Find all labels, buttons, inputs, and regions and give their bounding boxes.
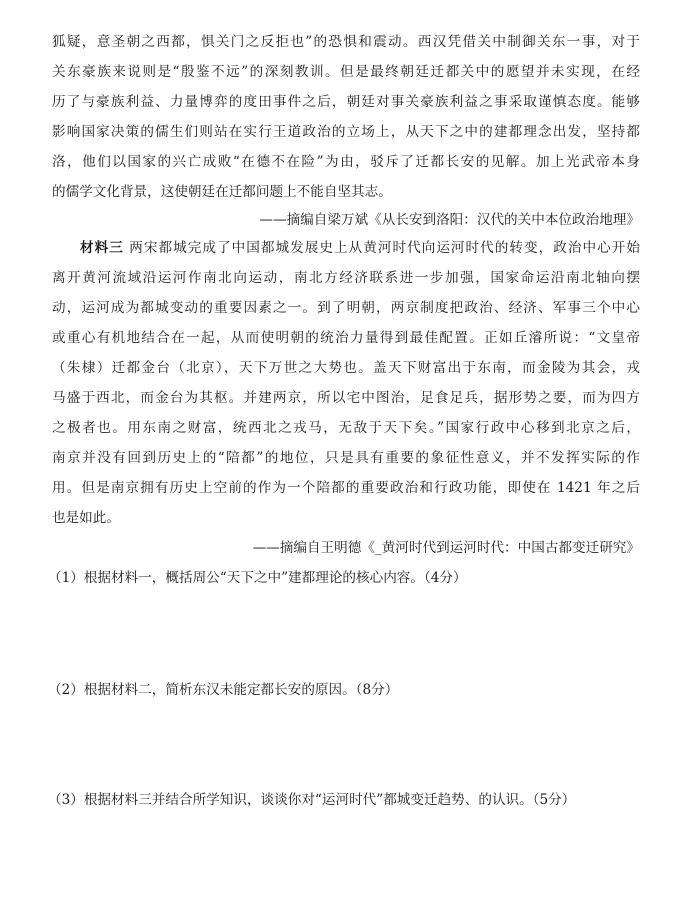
passage-line: 也是如此。 bbox=[52, 510, 120, 526]
question-1: （1）根据材料一，概括周公“天下之中”建都理论的核心内容。（4分） bbox=[48, 570, 467, 586]
passage-line: 关东豪族来说则是“殷鉴不远”的深刻教训。但是最终朝廷迁都关中的愿望并未实现，在经 bbox=[52, 64, 640, 80]
passage-line: 影响国家决策的儒生们则站在实行王道政治的立场上，从天下之中的建都理念出发，坚持都 bbox=[52, 124, 640, 140]
passage-line: 之极者也。用东南之财富，统西北之戎马，无敌于天下矣。”国家行政中心移到北京之后， bbox=[52, 420, 640, 436]
passage-line: 历了与豪族利益、力量博弈的度田事件之后，朝廷对事关豪族利益之事采取谨慎态度。能够 bbox=[52, 94, 640, 110]
citation-source: ——摘编自王明德《_黄河时代到运河时代：中国古都变迁研究》 bbox=[252, 540, 640, 556]
material-label: 材料三 bbox=[80, 240, 124, 256]
passage-line: 狐疑，意圣朝之西都，惧关门之反拒也”的恐惧和震动。西汉凭借关中制御关东一事，对于 bbox=[52, 34, 640, 50]
passage-line: 或重心有机地结合在一起，从而使明朝的统治力量得到最佳配置。正如丘濬所说：“文皇帝 bbox=[52, 330, 640, 346]
passage-line: 的儒学文化背景，这使朝廷在迁都问题上不能自坚其志。 bbox=[52, 184, 392, 200]
passage-line: 马盛于西北，而金台为其枢。并建两京，所以宅中图治，足食足兵，据形势之要，而为四方 bbox=[52, 390, 640, 406]
answer-area-1 bbox=[48, 592, 644, 652]
passage-text: 两宋都城完成了中国都城发展史上从黄河时代向运河时代的转变，政治中心开始 bbox=[129, 240, 641, 256]
passage-line: （朱棣）迁都金台（北京），天下万世之大势也。盖天下财富出于东南，而金陵为其会，戎 bbox=[52, 360, 640, 376]
passage-line: 南京并没有回到历史上的“陪都”的地位，只是具有重要的象征性意义，并不发挥实际的作 bbox=[52, 450, 640, 466]
answer-area-2 bbox=[48, 704, 644, 774]
citation-source: ——摘编自梁万斌《从长安到洛阳：汉代的关中本位政治地理》 bbox=[259, 212, 640, 228]
passage-line: 动，运河成为都城变动的重要因素之一。到了明朝，两京制度把政治、经济、军事三个中心 bbox=[52, 300, 640, 316]
passage-first-line bbox=[80, 238, 640, 258]
passage-line: 离开黄河流域沿运河作南北向运动，南北方经济联系进一步加强，国家命运沿南北轴向摆 bbox=[52, 270, 640, 286]
passage-line: 洛，他们以国家的兴亡成败“在德不在险”为由，驳斥了迁都长安的见解。加上光武帝本身 bbox=[52, 154, 640, 170]
question-2: （2）根据材料二，简析东汉未能定都长安的原因。（8分） bbox=[48, 682, 399, 698]
answer-area-3 bbox=[48, 814, 644, 894]
question-3: （3）根据材料三并结合所学知识，谈谈你对“运河时代”都城变迁趋势、的认识。（5分） bbox=[48, 792, 576, 808]
passage-line: 用。但是南京拥有历史上空前的作为一个陪都的重要政治和行政功能，即使在 1421 年之后 bbox=[52, 480, 640, 496]
